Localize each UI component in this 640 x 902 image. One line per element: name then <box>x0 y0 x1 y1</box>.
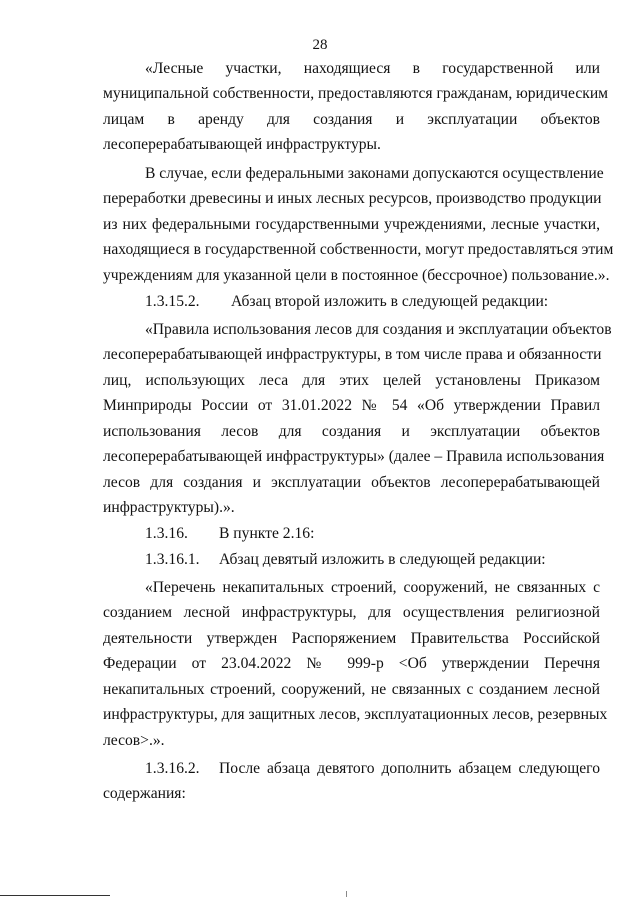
text-line: лесоперерабатывающей инфраструктуры. <box>103 136 381 153</box>
section-text: После абзаца девятого дополнить абзацем следующего <box>219 760 600 777</box>
text-line: Федерации от 23.04.2022 № 999-р <Об утверждении Перечня <box>103 655 600 672</box>
text-line: некапитальных строений, сооружений, не связанных с созданием лесной <box>103 681 600 698</box>
text-line: лиц, использующих леса для этих целей установлены Приказом <box>103 372 600 389</box>
text-line: инфраструктуры).». <box>103 499 235 516</box>
section-number: 1.3.16.1. <box>145 551 200 568</box>
text-line: Минприроды России от 31.01.2022 № 54 «Об утверждении Правил <box>103 397 600 414</box>
text-line: «Перечень некапитальных строений, сооружений, не связанных с <box>145 579 600 596</box>
text-line: из них федеральными государственными учреждениями, лесные участки, <box>103 216 600 233</box>
text-line: находящиеся в государственной собственности, могут предоставляться этим <box>103 241 614 258</box>
section-number: 1.3.15.2. <box>145 293 200 310</box>
section-text: Абзац девятый изложить в следующей редакции: <box>219 551 546 568</box>
scan-edge-line <box>0 895 110 896</box>
text-line: лицам в аренду для создания и эксплуатации объектов <box>103 111 600 128</box>
section-number: 1.3.16. <box>145 525 188 542</box>
text-line: В случае, если федеральными законами допускаются осуществление <box>145 165 604 182</box>
text-line: муниципальной собственности, предоставляются гражданам, юридическим <box>103 85 609 102</box>
text-line: «Правила использования лесов для создания и эксплуатации объектов <box>145 321 612 338</box>
text-line: деятельности утвержден Распоряжением Правительства Российской <box>103 630 600 647</box>
text-line: инфраструктуры, для защитных лесов, эксплуатационных лесов, резервных <box>103 706 608 723</box>
text-line: лесоперерабатывающей инфраструктуры» (далее – Правила использования <box>103 448 605 465</box>
page-number: 28 <box>312 37 328 53</box>
text-line: учреждениям для указанной цели в постоянное (бессрочное) пользование.». <box>103 267 610 284</box>
text-line: использования лесов для создания и эксплуатации объектов <box>103 423 600 440</box>
text-line: созданием лесной инфраструктуры, для осуществления религиозной <box>103 604 600 621</box>
text-line: лесов>.». <box>103 732 165 749</box>
text-line: переработки древесины и иных лесных ресурсов, производство продукции <box>103 190 602 207</box>
section-text: Абзац второй изложить в следующей редакции: <box>231 293 549 310</box>
text-line: содержания: <box>103 785 186 802</box>
section-text: В пункте 2.16: <box>219 525 315 542</box>
text-line: лесоперерабатывающей инфраструктуры, в том числе права и обязанности <box>103 346 602 363</box>
scan-artifact <box>346 891 347 897</box>
section-number: 1.3.16.2. <box>145 760 200 777</box>
text-line: лесов для создания и эксплуатации объектов лесоперерабатывающей <box>103 474 600 491</box>
text-line: «Лесные участки, находящиеся в государственной или <box>145 60 600 77</box>
